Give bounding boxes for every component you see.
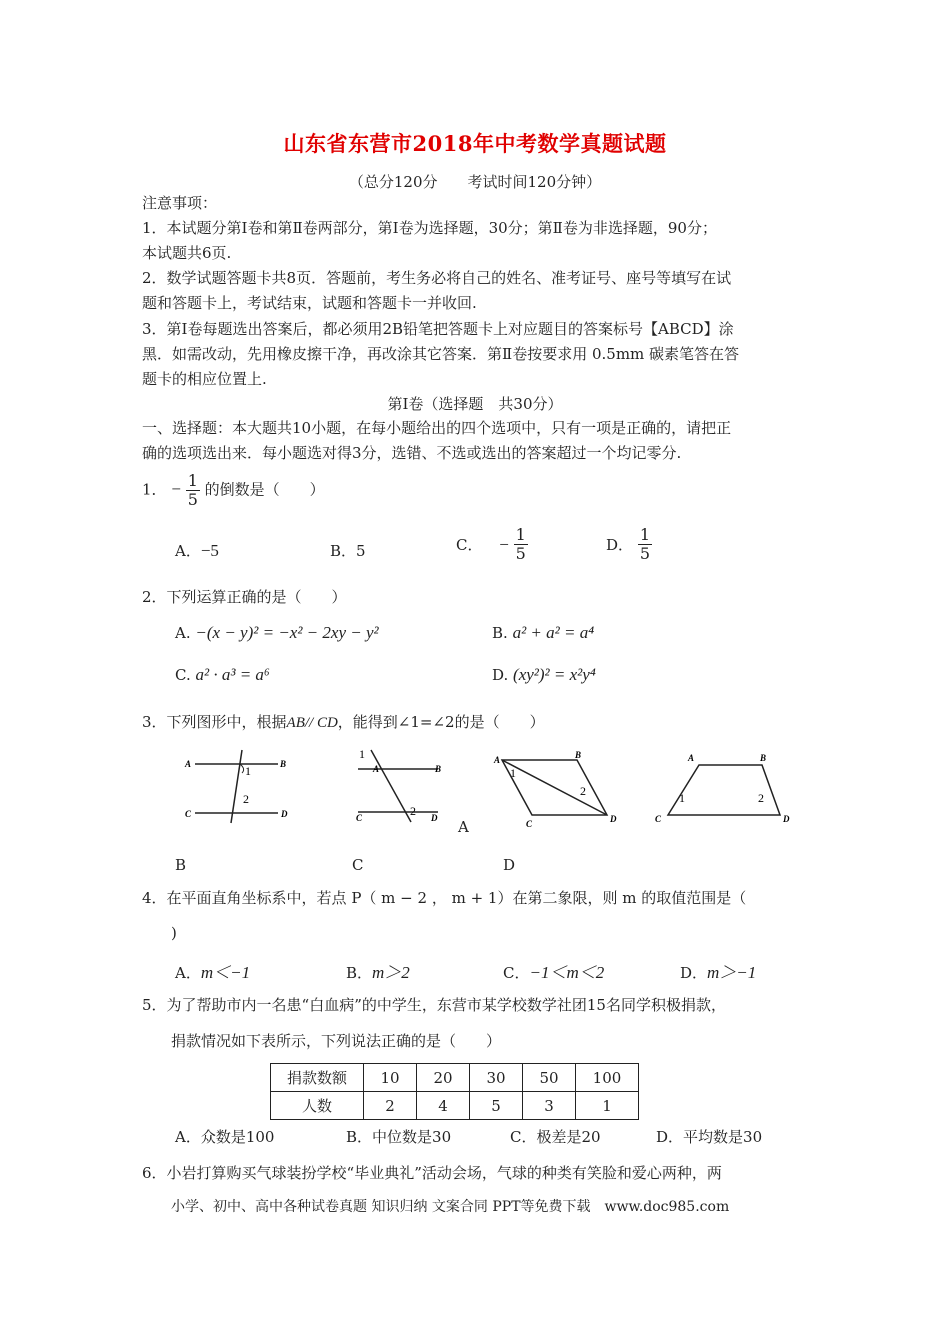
q3-figure-label-d: D: [503, 856, 516, 874]
svg-text:D: D: [610, 814, 617, 824]
fig-label: 1: [245, 764, 251, 778]
svg-text:A: A: [373, 764, 380, 774]
svg-text:1: 1: [510, 766, 516, 780]
svg-text:C: C: [526, 819, 533, 829]
q3-figures: [170, 745, 810, 835]
q4-option-d: D．m＞−1: [680, 963, 757, 982]
svg-text:D: D: [431, 813, 438, 823]
svg-text:D: D: [783, 814, 790, 824]
svg-text:A: A: [688, 753, 695, 763]
q2-option-b: B. a² + a² = a⁴: [492, 623, 595, 642]
donation-table: [270, 1063, 639, 1120]
svg-text:C: C: [655, 814, 662, 824]
section1-heading: 第Ⅰ卷（选择题 共30分）: [387, 395, 563, 413]
svg-text:1: 1: [679, 791, 685, 805]
svg-text:B: B: [435, 764, 442, 774]
q3-figure-2: [356, 747, 441, 823]
exam-title: 山东省东营市2018年中考数学真题试题: [283, 131, 667, 156]
q1-option-b: B．5: [330, 542, 366, 560]
table-row: 捐款数额 10 20 30 50 100: [271, 1064, 639, 1092]
question-6: 6．小岩打算购买气球装扮学校“毕业典礼”活动会场，气球的种类有笑脸和爱心两种，两: [142, 1164, 722, 1182]
notes-line-7: 题卡的相应位置上.: [142, 370, 267, 388]
q3-stray-label: A: [458, 818, 469, 836]
question-3: 3．下列图形中，根据AB// CD，能得到∠1=∠2的是（ ）: [142, 713, 545, 731]
q4-option-a: A．m＜−1: [175, 963, 251, 982]
q1-fraction: $\frac{1}{5}$: [187, 471, 198, 509]
notes-line-6: 黑．如需改动，先用橡皮擦干净，再改涂其它答案．第Ⅱ卷按要求用 0.5mm 碳素笔答在答: [142, 345, 740, 363]
svg-text:2: 2: [758, 791, 764, 805]
notes-line-5: 3．第Ⅰ卷每题选出答案后，都必须用2B铅笔把答题卡上对应题目的答案标号【ABCD】涂: [142, 320, 734, 338]
q3-figure-1: [184, 750, 288, 823]
svg-text:B: B: [575, 750, 582, 760]
q5-option-c: C．极差是20: [510, 1128, 601, 1146]
table-row: 人数 2 4 5 3 1: [271, 1092, 639, 1120]
notes-line-2: 本试题共6页.: [142, 244, 232, 262]
question-1: 1． − $\frac{1}{5}$ 的倒数是（ ）: [142, 471, 325, 509]
q5-option-a: A．众数是100: [175, 1128, 275, 1146]
svg-text:2: 2: [580, 784, 586, 798]
q4-option-b: B．m＞2: [346, 963, 410, 982]
q2-option-d: D. (xy²)² = x²y⁴: [492, 665, 596, 684]
q3-figure-label-b: B: [175, 856, 187, 874]
notes-heading: 注意事项：: [142, 194, 218, 212]
fig-label: 2: [243, 792, 249, 806]
q2-option-c: C. a² · a³ = a⁶: [175, 665, 270, 684]
q2-option-a: A. −(x − y)² = −x² − 2xy − y²: [175, 623, 379, 642]
fig-label: D: [281, 809, 288, 819]
transversal: [231, 750, 242, 823]
fig-label: C: [185, 809, 192, 819]
q3-figure-3: [493, 750, 617, 829]
question-2: 2．下列运算正确的是（ ）: [142, 588, 347, 606]
question-5-cont: 捐款情况如下表所示，下列说法正确的是（ ）: [171, 1032, 502, 1050]
svg-text:A: A: [494, 755, 501, 765]
question-5: 5．为了帮助市内一名患“白血病”的中学生，东营市某学校数学社团15名同学积极捐款，: [142, 996, 726, 1014]
q3-figure-label-c: C: [352, 856, 364, 874]
q5-option-b: B．中位数是30: [346, 1128, 452, 1146]
q5-option-d: D．平均数是30: [656, 1128, 763, 1146]
svg-text:1: 1: [359, 747, 365, 761]
notes-line-1: 1．本试题分第Ⅰ卷和第Ⅱ卷两部分，第Ⅰ卷为选择题，30分；第Ⅱ卷为非选择题，90分；: [142, 219, 717, 237]
question-4-cont: ): [171, 924, 177, 942]
fig-label: A: [185, 759, 192, 769]
notes-line-3: 2．数学试题答题卡共8页．答题前，考生务必将自己的姓名、准考证号、座号等填写在试: [142, 269, 732, 287]
svg-text:2: 2: [410, 804, 416, 818]
q4-option-c: C．−1＜m＜2: [503, 963, 605, 982]
svg-text:B: B: [760, 753, 767, 763]
question-4: 4．在平面直角坐标系中，若点 P（ m − 2 ， m + 1）在第二象限，则 m 的取值范围是（: [142, 889, 747, 907]
q1-option-a: A．−5: [175, 541, 219, 560]
section1-line-1: 一、选择题：本大题共10小题，在每小题给出的四个选项中，只有一项是正确的，请把正: [142, 419, 732, 437]
q1-option-c: C． − $\frac{1}{5}$: [456, 525, 526, 563]
page-footer: 小学、初中、高中各种试卷真题 知识归纳 文案合同 PPT等免费下载 www.doc985.com: [171, 1199, 730, 1215]
q1-option-d: D． $\frac{1}{5}$: [606, 525, 650, 563]
fig-label: B: [280, 759, 287, 769]
notes-line-4: 题和答题卡上，考试结束，试题和答题卡一并收回.: [142, 294, 477, 312]
section1-line-2: 确的选项选出来．每小题选对得3分，选错、不选或选出的答案超过一个均记零分.: [142, 444, 682, 462]
q3-figure-4: [655, 753, 790, 824]
svg-text:C: C: [356, 813, 363, 823]
exam-subtitle: （总分120分 考试时间120分钟）: [348, 173, 602, 191]
